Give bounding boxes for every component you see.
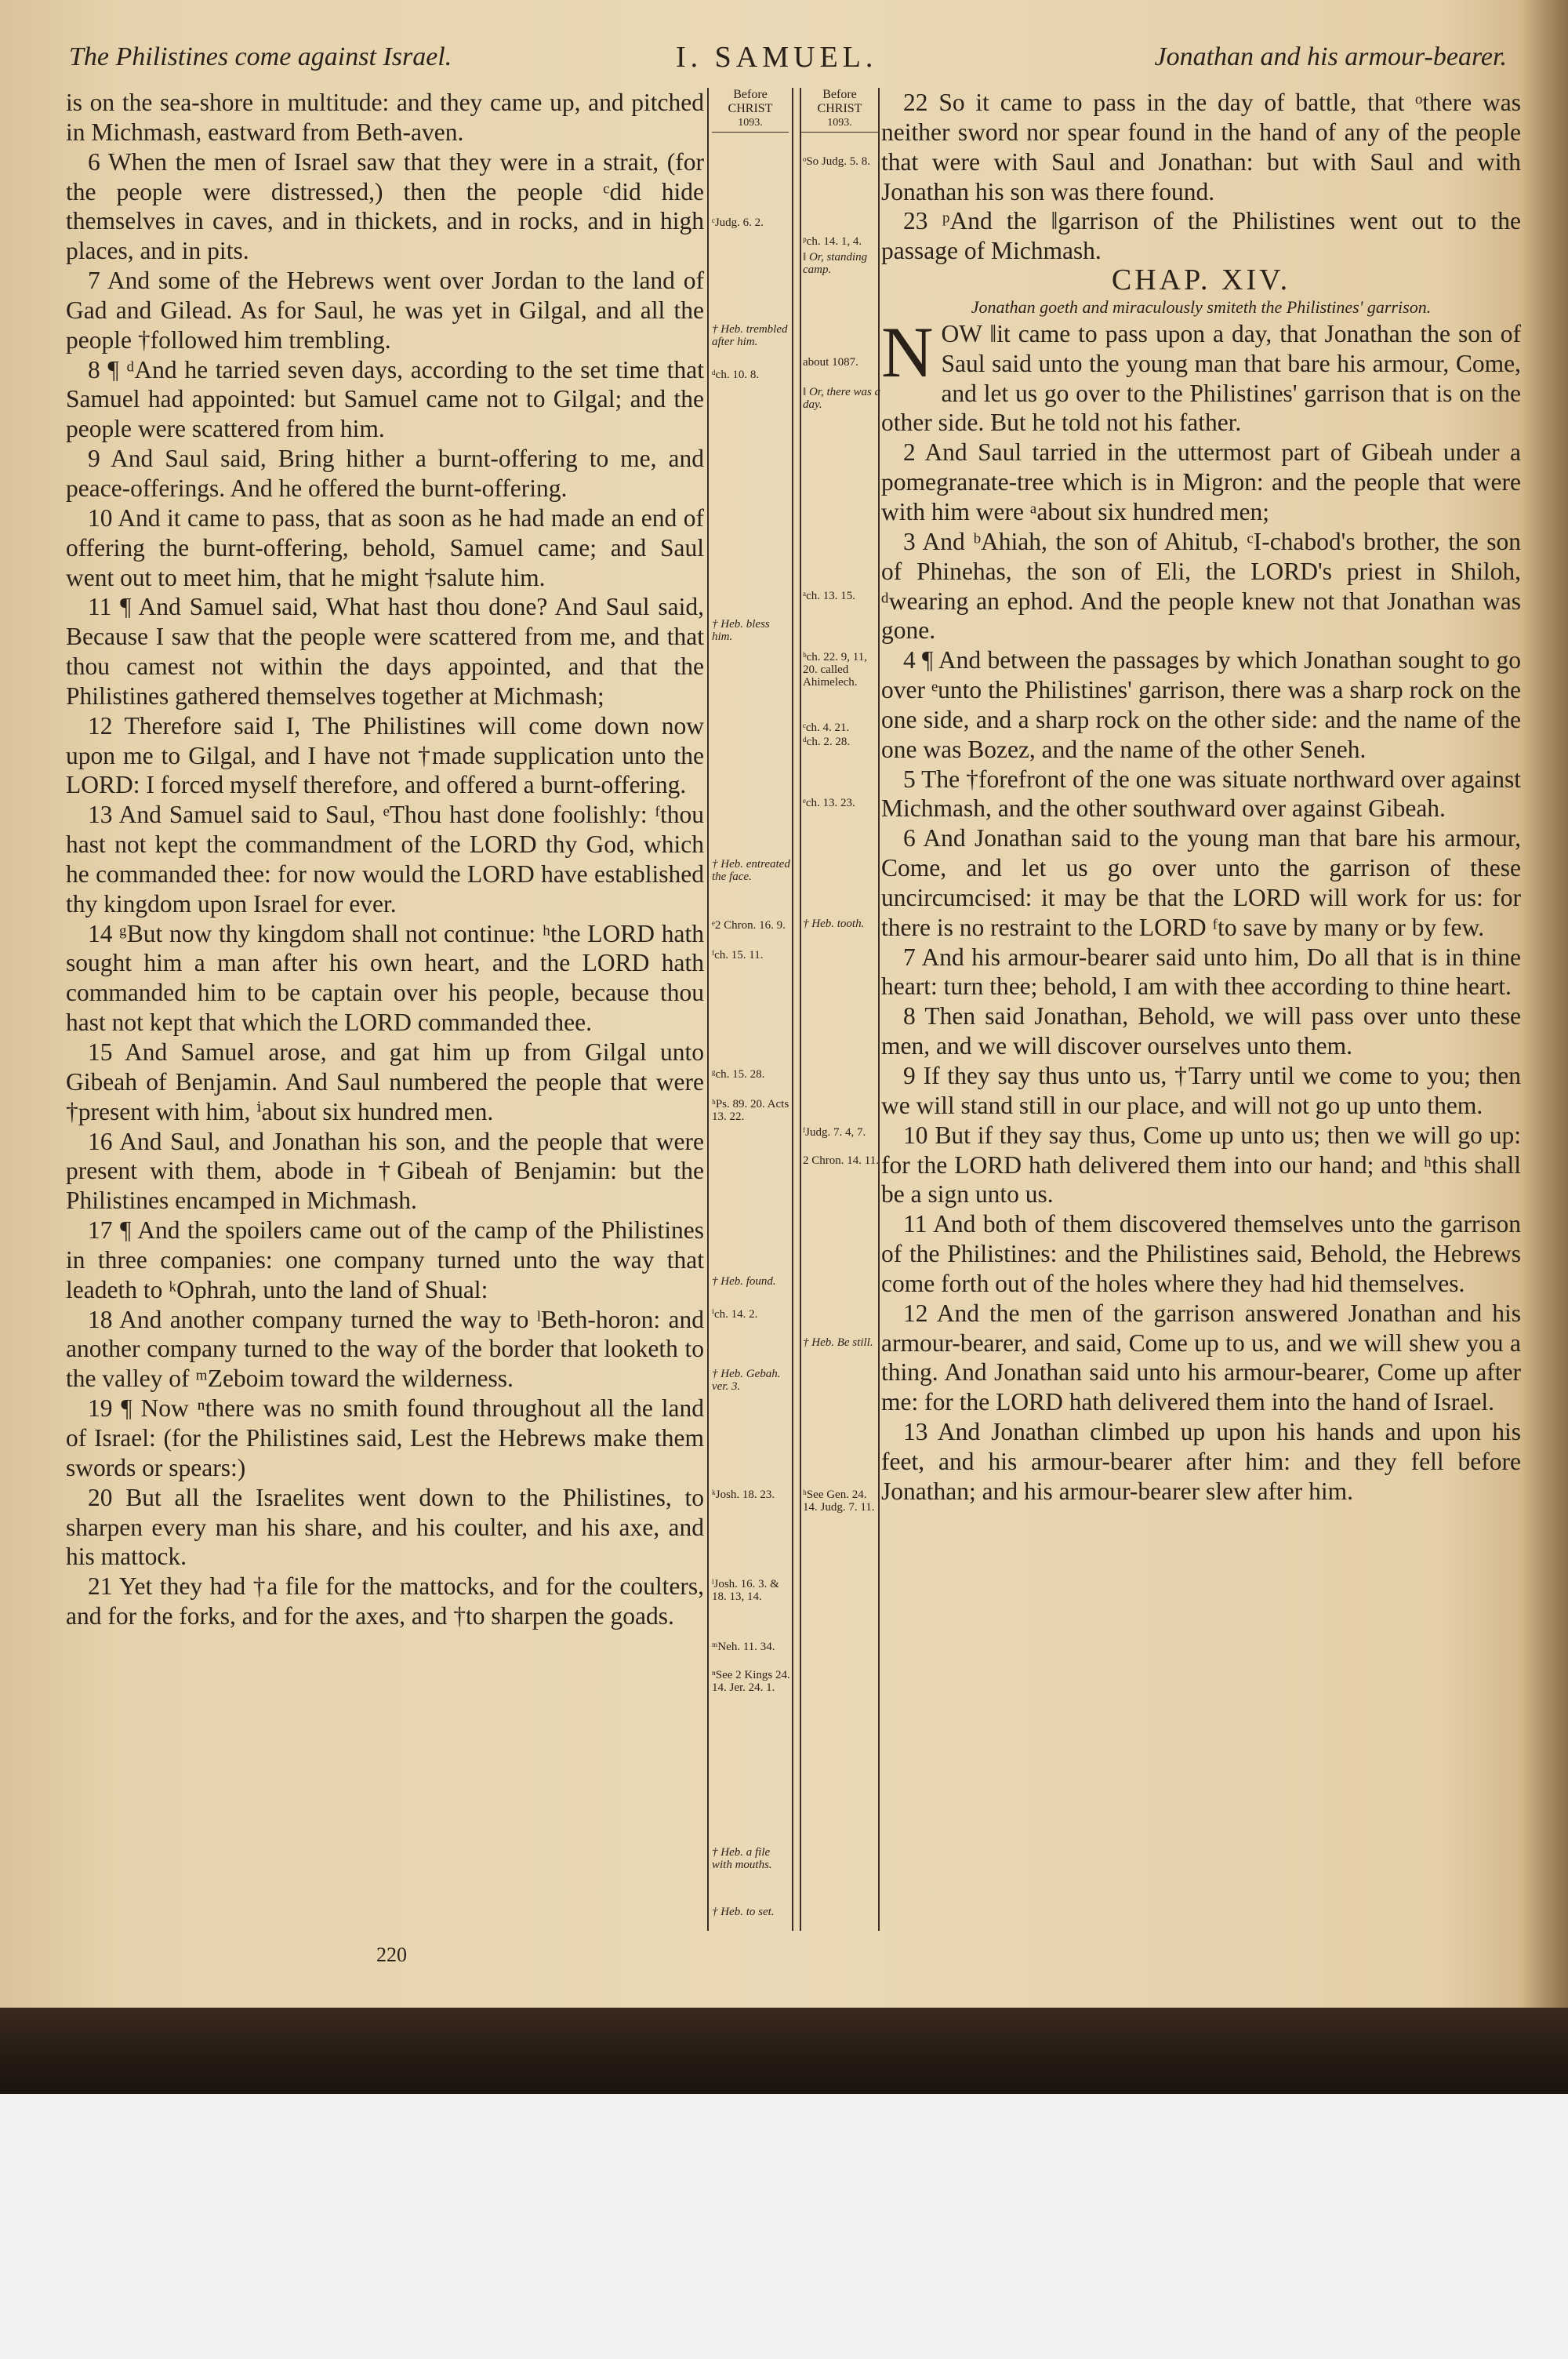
column-rule bbox=[800, 88, 801, 1931]
cross-reference: ᶜch. 4. 21. bbox=[803, 722, 850, 734]
cross-reference: ᵏJosh. 18. 23. bbox=[712, 1488, 775, 1501]
verse: 6 When the men of Israel saw that they were in a strait, (for the people were distressed,) then the people ᶜdid hide themselves in caves, and in thickets, and in rocks, and in high places, and in pits. bbox=[66, 147, 704, 265]
cross-reference: ᶠJudg. 7. 4, 7. bbox=[803, 1126, 866, 1139]
verse: 11 And both of them discovered themselves unto the garrison of the Philistines: and the Philistines said, Behold, the Hebrews come forth out of the holes where they had hid themselves. bbox=[881, 1210, 1521, 1297]
text-column-right bbox=[881, 88, 1521, 1507]
cross-reference: † Heb. a file with mouths. bbox=[712, 1846, 772, 1871]
cross-reference: ʰPs. 89. 20. Acts 13. 22. bbox=[712, 1098, 789, 1123]
cross-reference: ᵐNeh. 11. 34. bbox=[712, 1641, 775, 1653]
era-text: Before CHRIST bbox=[728, 88, 773, 115]
verse: 3 And ᵇAhiah, the son of Ahitub, ᶜI-chabod's brother, the son of Phinehas, the son of Eli, the LORD's priest in Shiloh, ᵈwearing an ephod. And the people knew not that Jonathan was gone. bbox=[881, 527, 1521, 645]
verse: 21 Yet they had †a file for the mattocks, and for the coulters, and for the forks, and for the axes, and †to sharpen the goads. bbox=[66, 1572, 704, 1630]
cross-reference: † Heb. trembled after him. bbox=[712, 323, 788, 348]
era-year: 1093. bbox=[712, 116, 789, 133]
verse: 7 And some of the Hebrews went over Jordan to the land of Gad and Gilead. As for Saul, he was yet in Gilgal, and all the people †followed him trembling. bbox=[66, 267, 704, 354]
running-head-right: Jonathan and his armour-bearer. bbox=[1154, 42, 1507, 71]
verse: 23 ᵖAnd the ‖garrison of the Philistines went out to the passage of Michmash. bbox=[881, 207, 1521, 265]
verse: 12 And the men of the garrison answered Jonathan and his armour-bearer, and said, Come up to us, and we will shew you a thing. And Jonathan said unto his armour-bearer, Come up after me: for the LORD hath delivered them into the hand of Israel. bbox=[881, 1299, 1521, 1416]
verse: 8 ¶ ᵈAnd he tarried seven days, according to the set time that Samuel had appointed: but Samuel came not to Gilgal; and the people were scattered from him. bbox=[66, 355, 704, 443]
cross-reference: ˡJosh. 16. 3. & 18. 13, 14. bbox=[712, 1578, 779, 1603]
cross-reference: ᵃch. 13. 15. bbox=[803, 590, 856, 602]
running-head-book: I. SAMUEL. bbox=[676, 41, 878, 74]
verse-text: OW ‖it came to pass upon a day, that Jonathan the son of Saul said unto the young man that bare his armour, Come, and let us go over to the Philistines' garrison that is on the other side. But he told not his father. bbox=[881, 319, 1521, 437]
book-cover-edge bbox=[0, 2008, 1568, 2094]
cross-reference: ‖ Or, there was a day. bbox=[803, 386, 881, 411]
cross-reference: ᵒSo Judg. 5. 8. bbox=[803, 155, 871, 168]
verse: 16 And Saul, and Jonathan his son, and the people that were present with them, abode in †Gibeah of Benjamin: but the Philistines encamped in Michmash. bbox=[66, 1127, 704, 1215]
column-rule bbox=[707, 88, 709, 1931]
cross-reference: ᵈch. 10. 8. bbox=[712, 369, 760, 381]
verse: 13 And Samuel said to Saul, ᵉThou hast done foolishly: ᶠthou hast not kept the commandment of the LORD thy God, which he commanded thee: for now would the LORD have established thy kingdom upon Israel for ever. bbox=[66, 801, 704, 918]
cross-reference: † Heb. to set. bbox=[712, 1906, 775, 1918]
verse: 11 ¶ And Samuel said, What hast thou done? And Saul said, Because I saw that the people were scattered from me, and that thou camest not within the days appointed, and that the Philistines gathered themselves together at Michmash; bbox=[66, 593, 704, 710]
cross-reference: ᵍch. 15. 28. bbox=[712, 1068, 765, 1081]
cross-reference: ᵉch. 13. 23. bbox=[803, 797, 855, 809]
verse: 12 Therefore said I, The Philistines will come down now upon me to Gilgal, and I have not †made supplication unto the LORD: I forced myself therefore, and offered a burnt-offering. bbox=[66, 711, 704, 799]
chapter-summary: Jonathan goeth and miraculously smiteth the Philistines' garrison. bbox=[971, 296, 1432, 317]
verse: 15 And Samuel arose, and gat him up from Gilgal unto Gibeah of Benjamin. And Saul numbered the people that were †present with him, ⁱabout six hundred men. bbox=[66, 1038, 704, 1125]
verse: 19 ¶ Now ⁿthere was no smith found throughout all the land of Israel: (for the Philistines said, Lest the Hebrews make them swords or spears:) bbox=[66, 1394, 704, 1481]
cross-reference: † Heb. bless him. bbox=[712, 618, 770, 643]
era-year: 1093. bbox=[801, 116, 878, 133]
cross-reference: ⁿSee 2 Kings 24. 14. Jer. 24. 1. bbox=[712, 1669, 790, 1694]
verse: 4 ¶ And between the passages by which Jonathan sought to go over ᵉunto the Philistines' garrison, there was a sharp rock on the one side, and a sharp rock on the other side: and the name of the one was Bozez, and the name of the other Seneh. bbox=[881, 646, 1521, 763]
verse: 13 And Jonathan climbed up upon his hands and upon his feet, and his armour-bearer after him: and they fell before Jonathan; and his armour-bearer slew after him. bbox=[881, 1418, 1521, 1505]
verse: 7 And his armour-bearer said unto him, Do all that is in thine heart: turn thee; behold, I am with thee according to thine heart. bbox=[881, 943, 1521, 1001]
cross-reference: † Heb. Gebah. ver. 3. bbox=[712, 1368, 781, 1393]
verse: 9 If they say thus unto us, †Tarry until we come to you; then we will stand still in our place, and will not go up unto them. bbox=[881, 1062, 1521, 1119]
chapter-heading: CHAP. XIV. bbox=[1111, 264, 1291, 297]
running-head-left: The Philistines come against Israel. bbox=[69, 42, 452, 71]
era-text: Before CHRIST bbox=[817, 88, 862, 115]
column-rule bbox=[792, 88, 793, 1931]
verse: 20 But all the Israelites went down to the Philistines, to sharpen every man his share, and his coulter, and his axe, and his mattock. bbox=[66, 1483, 704, 1571]
verse: 5 The †forefront of the one was situate northward over against Michmash, and the other southward over against Gibeah. bbox=[881, 765, 1521, 823]
verse: 6 And Jonathan said to the young man that bare his armour, Come, and let us go over unto the garrison of these uncircumcised: it may be that the LORD will work for us: for there is no restraint to the LORD ᶠto save by many or by few. bbox=[881, 824, 1521, 941]
verse: 22 So it came to pass in the day of battle, that ᵒthere was neither sword nor spear found in the hand of any of the people that were with Saul and Jonathan: but with Saul and with Jonathan his son was there found. bbox=[881, 89, 1521, 205]
verse: 2 And Saul tarried in the uttermost part of Gibeah under a pomegranate-tree which is in Migron: and the people that were with him were ᵃabout six hundred men; bbox=[881, 438, 1521, 525]
verse: 9 And Saul said, Bring hither a burnt-offering to me, and peace-offerings. And he offered the burnt-offering. bbox=[66, 445, 704, 502]
verse: 10 But if they say thus, Come up unto us; then we will go up: for the LORD hath delivered them into our hand; and ʰthis shall be a sign unto us. bbox=[881, 1121, 1521, 1209]
verse: 17 ¶ And the spoilers came out of the camp of the Philistines in three companies: one company turned unto the way that leadeth to ᵏOphrah, unto the land of Shual: bbox=[66, 1216, 704, 1303]
cross-reference: † Heb. entreated the face. bbox=[712, 858, 790, 883]
era-label-left bbox=[712, 88, 789, 133]
verse: 14 ᵍBut now thy kingdom shall not continue: ʰthe LORD hath sought him a man after his own heart, and the LORD hath commanded him to be captain over his people, because thou hast not kept that which the LORD commanded thee. bbox=[66, 919, 704, 1037]
cross-reference: ᵇch. 22. 9, 11, 20. called Ahimelech. bbox=[803, 651, 867, 689]
verse: 10 And it came to pass, that as soon as he had made an end of offering the burnt-offering, behold, Samuel came; and Saul went out to meet him, that he might †salute him. bbox=[66, 503, 704, 591]
text-column-left bbox=[66, 88, 704, 1631]
cross-reference: 2 Chron. 14. 11. bbox=[803, 1154, 879, 1167]
cross-reference: ʰSee Gen. 24. 14. Judg. 7. 11. bbox=[803, 1488, 875, 1514]
cross-reference: ᵈch. 2. 28. bbox=[803, 736, 851, 748]
era-label-right bbox=[801, 88, 878, 133]
cross-reference: ᶜJudg. 6. 2. bbox=[712, 216, 764, 229]
cross-reference: ᵖch. 14. 1, 4. bbox=[803, 235, 862, 248]
cross-reference: ᵉ2 Chron. 16. 9. bbox=[712, 919, 786, 932]
cross-reference: ᶠch. 15. 11. bbox=[712, 949, 764, 961]
cross-reference: ⁱch. 14. 2. bbox=[712, 1308, 758, 1321]
drop-cap: N bbox=[881, 311, 934, 392]
verse: 8 Then said Jonathan, Behold, we will pass over unto these men, and we will discover ourselves unto them. bbox=[881, 1002, 1521, 1060]
cross-reference: † Heb. found. bbox=[712, 1275, 776, 1288]
verse: 18 And another company turned the way to ˡBeth-horon: and another company turned to the way of the border that looketh to the valley of ᵐZeboim toward the wilderness. bbox=[66, 1305, 704, 1393]
cross-reference: about 1087. bbox=[803, 356, 858, 369]
cross-reference: † Heb. tooth. bbox=[803, 918, 865, 930]
chapter-first-verse bbox=[881, 311, 1521, 438]
verse: is on the sea-shore in multitude: and they came up, and pitched in Michmash, eastward from Beth-aven. bbox=[66, 89, 704, 146]
cross-reference: † Heb. Be still. bbox=[803, 1336, 873, 1349]
spine-shadow bbox=[1521, 0, 1568, 2055]
page-number: 220 bbox=[376, 1943, 407, 1966]
cross-reference: ‖ Or, standing camp. bbox=[803, 251, 868, 276]
